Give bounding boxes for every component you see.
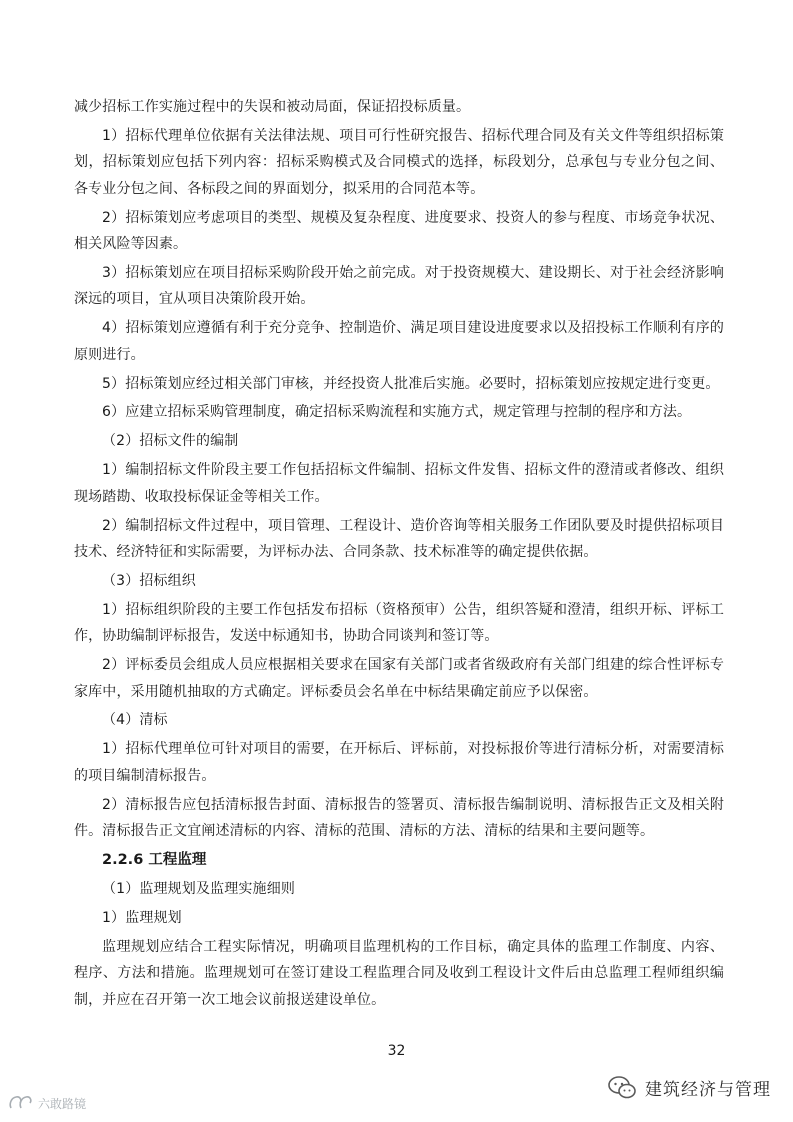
watermark-left-text: 六敢路镜: [38, 1096, 87, 1111]
paragraph: 2）编制招标文件过程中，项目管理、工程设计、造价咨询等相关服务工作团队要及时提供招标项目技术、经济特征和实际需要，为评标办法、合同条款、技术标准等的确定提供依据。: [74, 517, 724, 560]
paragraph: 1）招标代理单位依据有关法律法规、项目可行性研究报告、招标代理合同及有关文件等组织招标策划，招标策划应包括下列内容：招标采购模式及合同模式的选择，标段划分，总承包与专业分包之间、各专业分包之间、各标段之间的界面划分，拟采用的合同范本等。: [74, 127, 724, 197]
paragraph: 2）评标委员会组成人员应根据相关要求在国家有关部门或者省级政府有关部门组建的综合性评标专家库中，采用随机抽取的方式确定。评标委员会名单在中标结果确定前应予以保密。: [74, 657, 724, 700]
section-heading: 2.2.6 工程监理: [102, 851, 207, 868]
paragraph: 监理规划应结合工程实际情况，明确项目监理机构的工作目标，确定具体的监理工作制度、内容、程序、方法和措施。监理规划可在签订建设工程监理合同及收到工程设计文件后由总监理工程师组织编制，并应在召开第一次工地会议前报送建设单位。: [74, 938, 724, 1008]
paragraph: 1）招标组织阶段的主要工作包括发布招标（资格预审）公告，组织答疑和澄清，组织开标、评标工作，协助编制评标报告，发送中标通知书，协助合同谈判和签订等。: [74, 601, 724, 645]
subsection-title: （4）清标: [102, 712, 168, 729]
paragraph: 1）编制招标文件阶段主要工作包括招标文件编制、招标文件发售、招标文件的澄清或者修改、组织现场踏勘、收取投标保证金等相关工作。: [74, 462, 724, 505]
paragraph: 减少招标工作实施过程中的失误和被动局面，保证招投标质量。: [74, 99, 471, 115]
page-number: 32: [387, 1043, 406, 1059]
watermark-left: [8, 1094, 86, 1112]
document-body: [74, 94, 724, 1015]
paragraph: 2）招标策划应考虑项目的类型、规模及复杂程度、进度要求、投资人的参与程度、市场竞争状况、相关风险等因素。: [74, 209, 724, 253]
subsection-title: 1）监理规划: [102, 909, 182, 926]
paragraph: 1）招标代理单位可针对项目的需要，在开标后、评标前，对投标报价等进行清标分析，对需要清标的项目编制清标报告。: [74, 741, 724, 784]
watermark-logo-icon: [8, 1094, 34, 1112]
wechat-icon: [607, 1074, 637, 1100]
paragraph: 4）招标策划应遵循有利于充分竞争、控制造价、满足项目建设进度要求以及招投标工作顺利有序的原则进行。: [74, 320, 724, 363]
subsection-title: （1）监理规划及监理实施细则: [102, 880, 296, 897]
paragraph: 5）招标策划应经过相关部门审核，并经投资人批准后实施。必要时，招标策划应按规定进行变更。: [102, 375, 720, 392]
subsection-title: （2）招标文件的编制: [102, 433, 239, 450]
watermark-right: [607, 1074, 771, 1100]
watermark-right-text: 建筑经济与管理: [645, 1079, 771, 1100]
paragraph: 2）清标报告应包括清标报告封面、清标报告的签署页、清标报告编制说明、清标报告正文及相关附件。清标报告正文宜阐述清标的内容、清标的范围、清标的方法、清标的结果和主要问题等。: [74, 796, 724, 840]
paragraph: 3）招标策划应在项目招标采购阶段开始之前完成。对于投资规模大、建设期长、对于社会经济影响深远的项目，宜从项目决策阶段开始。: [74, 264, 724, 308]
subsection-title: （3）招标组织: [102, 572, 196, 589]
paragraph: 6）应建立招标采购管理制度，确定招标采购流程和实施方式，规定管理与控制的程序和方法。: [102, 404, 692, 421]
